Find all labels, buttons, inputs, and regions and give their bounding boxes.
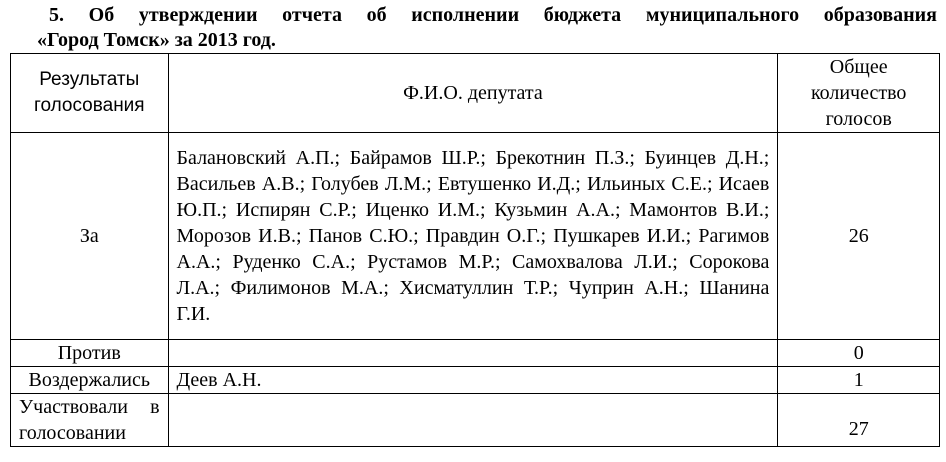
header-deputy-names: Ф.И.О. депутата <box>168 54 778 133</box>
table-row-abstained <box>11 367 940 394</box>
heading-line-1: 5. Об утверждении отчета об исполнении бюджета муниципального образования <box>49 4 937 26</box>
table-header-row <box>11 54 940 133</box>
heading-line-2: «Город Томск» за 2013 год. <box>37 29 276 51</box>
deputy-names-for: Балановский А.П.; Байрамов Ш.Р.; Брекотнин П.З.; Буинцев Д.Н.; Васильев А.В.; Голубев Л.М.; Евтушенко И.Д.; Ильиных С.Е.; Исаев Ю.П.; Испирян С.Р.; Иценко И.М.; Кузьмин А.А.; Мамонтов В.И.; Морозов И.В.; Панов С.Ю.; Правдин О.Г.; Пушкарев И.И.; Рагимов А.А.; Руденко С.А.; Рустамов М.Р.; Самохвалова Л.И.; Сорокова Л.А.; Филимонов М.А.; Хисматуллин Т.Р.; Чуприн А.Н.; Шанина Г.И. <box>168 133 778 340</box>
row-label-participated: Участвовали в голосовании <box>11 394 169 447</box>
header-total-votes: Общее количество голосов <box>778 54 940 133</box>
table-row-against <box>11 340 940 367</box>
deputy-names-against <box>168 340 778 367</box>
vote-count-participated: 27 <box>778 394 940 447</box>
deputy-names-abstained: Деев А.Н. <box>168 367 778 394</box>
row-label-against: Против <box>11 340 169 367</box>
table-row-for <box>11 133 940 340</box>
vote-count-for: 26 <box>778 133 940 340</box>
voting-results-table <box>10 53 940 447</box>
vote-count-abstained: 1 <box>778 367 940 394</box>
deputy-names-participated <box>168 394 778 447</box>
row-label-for: За <box>11 133 169 340</box>
agenda-item-heading <box>37 3 937 53</box>
vote-count-against: 0 <box>778 340 940 367</box>
header-voting-results: Результаты голосования <box>11 54 169 133</box>
row-label-abstained: Воздержались <box>11 367 169 394</box>
table-row-participated <box>11 394 940 447</box>
